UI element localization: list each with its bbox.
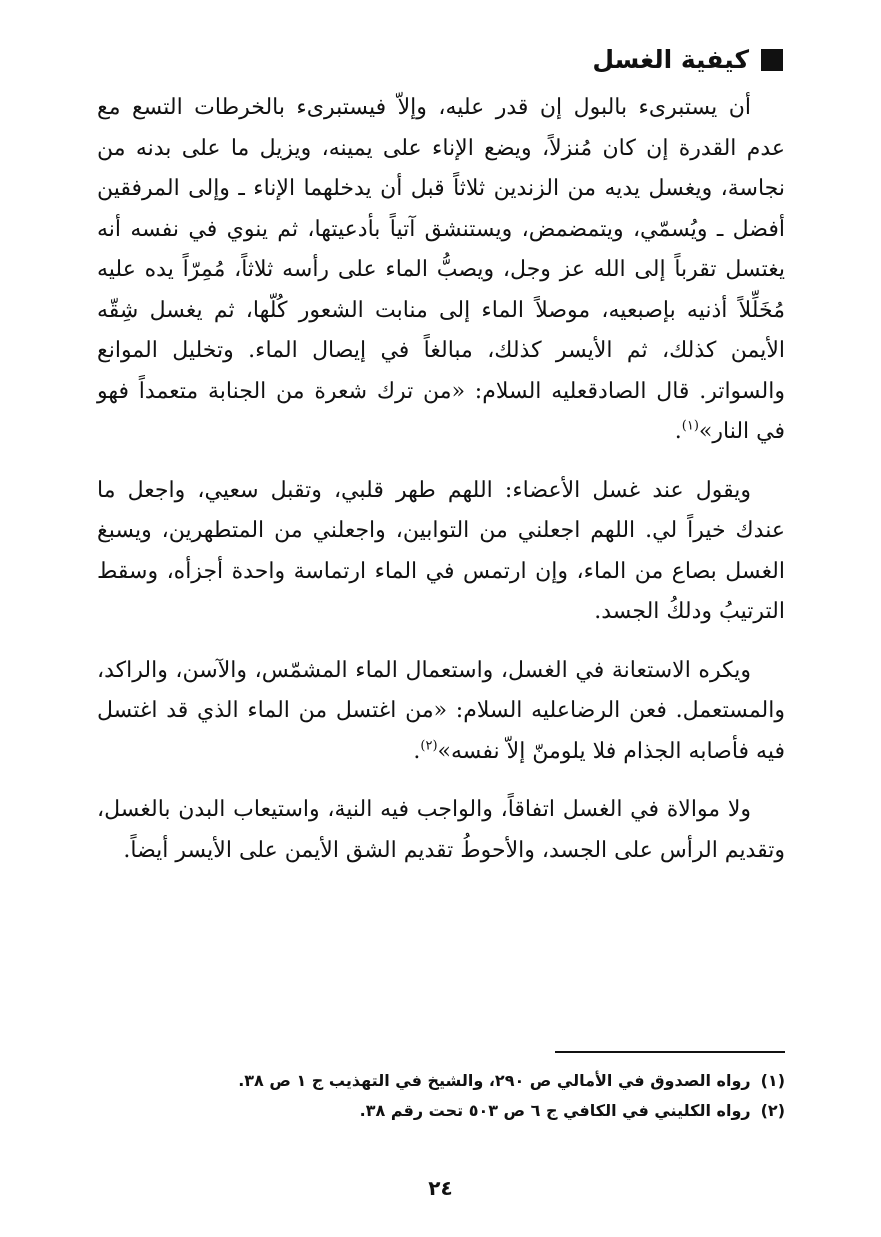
page-number: ٢٤	[428, 1176, 453, 1200]
footnote-item	[97, 1096, 785, 1126]
footnote-number: (١)	[760, 1071, 785, 1090]
paragraph	[97, 88, 785, 453]
section-title: كيفية الغسل	[592, 45, 749, 74]
paragraph	[97, 471, 785, 633]
main-text	[97, 88, 785, 889]
paragraph	[97, 790, 785, 871]
footnote-text: رواه الصدوق في الأمالي ص ٢٩٠، والشيخ في التهذيب ج ١ ص ٣٨.	[238, 1071, 751, 1090]
paragraph-end: .	[413, 738, 421, 764]
heading-square-marker	[761, 49, 783, 71]
paragraph-end: .	[674, 419, 682, 444]
paragraph-text: ويقول عند غسل الأعضاء: اللهم طهر قلبي، وتقبل سعيي، واجعل ما عندك خيراً لي. اللهم اجعلني من التوابين، واجعلني من المتطهرين، ويسبغ الغسل بصاع من الماء، وإن ارتمس في الماء ارتماسة واحدة أجزأه، وسقط الترتيبُ ودلكُ الجسد.	[97, 477, 785, 624]
footnote-item	[97, 1066, 785, 1096]
footnote-reference: (٢)	[420, 738, 438, 754]
footnote-number: (٢)	[760, 1101, 785, 1120]
paragraph	[97, 651, 785, 773]
footnotes	[97, 1066, 785, 1126]
footnote-text: رواه الكليني في الكافي ج ٦ ص ٥٠٣ تحت رقم ٣٨.	[359, 1101, 751, 1120]
section-heading	[592, 40, 783, 80]
paragraph-text: أن يستبرىء بالبول إن قدر عليه، وإلاّ فيستبرىء بالخرطات التسع مع عدم القدرة إن كان مُنزلاً، ويضع الإناء على يمينه، ويزيل ما على بدنه من نجاسة، ويغسل يديه من الزندين ثلاثاً قبل أن يدخلهما الإناء ـ وإلى المرفقين أفضل ـ ويُسمّي، ويتمضمض، ويستنشق آتياً بأدعيتها، ثم ينوي في نفسه أنه يغتسل تقرباً إلى الله عز وجل، ويصبُّ الماء على رأسه ثلاثاً، مُمِرّاً يده عليه مُخَلِّلاً أذنيه بإصبعيه، موصلاً الماء إلى منابت الشعور كُلّها، ثم يغسل شِقّه الأيمن كذلك، ثم الأيسر كذلك، مبالغاً في إيصال الماء. وتخليل الموانع والسواتر. قال الصادقعليه السلام: «من ترك شعرة من الجنابة متعمداً فهو في النار»	[97, 95, 785, 444]
paragraph-text: ويكره الاستعانة في الغسل، واستعمال الماء المشمّس، والآسن، والراكد، والمستعمل. فعن الرضاعليه السلام: «من اغتسل من الماء الذي قد اغتسل فيه فأصابه الجذام فلا يلومنّ إلاّ نفسه»	[97, 657, 785, 764]
paragraph-text: ولا موالاة في الغسل اتفاقاً، والواجب فيه النية، واستيعاب البدن بالغسل، وتقديم الرأس على الجسد، والأحوطُ تقديم الشق الأيمن على الأيسر أيضاً.	[97, 797, 785, 863]
footnote-reference: (١)	[681, 418, 699, 434]
footnote-divider	[555, 1051, 785, 1053]
